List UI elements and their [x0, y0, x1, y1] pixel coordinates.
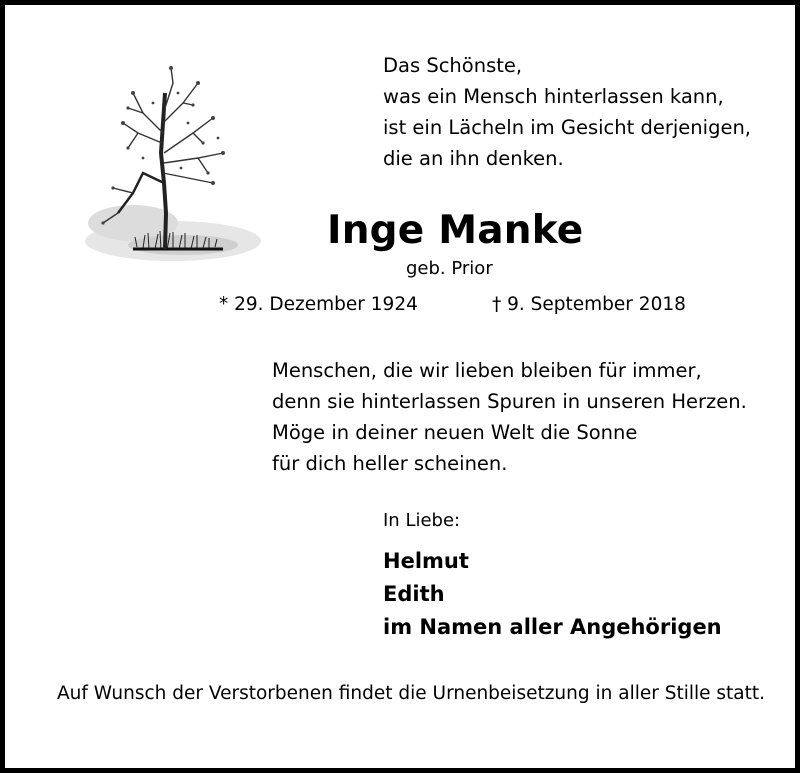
- deceased-name: Inge Manke: [327, 208, 584, 253]
- tree-icon: [73, 63, 263, 273]
- maiden-name: geb. Prior: [406, 258, 493, 279]
- signers: [383, 545, 722, 644]
- opening-poem: [383, 50, 751, 174]
- signer: Edith: [383, 582, 445, 606]
- middle-poem-line: denn sie hinterlassen Spuren in unseren Herzen.: [272, 390, 747, 413]
- middle-poem-line: Möge in deiner neuen Welt die Sonne: [272, 421, 638, 444]
- opening-poem-line: die an ihn denken.: [383, 147, 564, 170]
- middle-poem-line: für dich heller scheinen.: [272, 452, 508, 475]
- opening-poem-line: was ein Mensch hinterlassen kann,: [383, 85, 724, 108]
- birth-date: * 29. Dezember 1924: [219, 294, 418, 315]
- greeting: In Liebe:: [383, 510, 461, 531]
- death-date: † 9. September 2018: [492, 294, 686, 315]
- opening-poem-line: ist ein Lächeln im Gesicht derjenigen,: [383, 116, 751, 139]
- signer: im Namen aller Angehörigen: [383, 615, 722, 639]
- burial-note: Auf Wunsch der Verstorbenen findet die Urnenbeisetzung in aller Stille statt.: [57, 683, 766, 704]
- signer: Helmut: [383, 549, 469, 573]
- middle-poem: [272, 355, 747, 479]
- opening-poem-line: Das Schönste,: [383, 54, 523, 77]
- middle-poem-line: Menschen, die wir lieben bleiben für immer,: [272, 359, 702, 382]
